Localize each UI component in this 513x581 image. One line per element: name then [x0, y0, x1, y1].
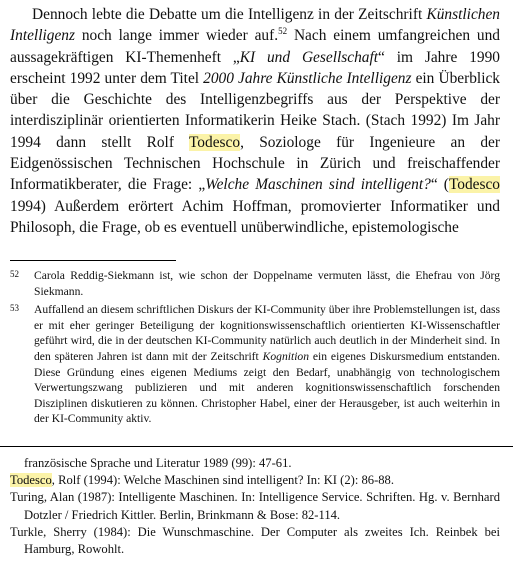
footnotes [10, 268, 500, 430]
main-text [10, 4, 500, 238]
footnote-53 [10, 302, 500, 427]
text-run: Nach einem umfangreichen und aussagekräftigen KI-Themenheft „ [10, 27, 500, 66]
references-divider [0, 446, 513, 447]
journal-title: Künstlichen Intelligenz [10, 6, 500, 45]
body-paragraph [10, 4, 500, 238]
reference-entry: Turkle, Sherry (1984): Die Wunschmaschine. Der Computer als zweites Ich. Reinbek bei Hamburg, Rowohlt. [10, 524, 500, 557]
footnote-number: 53 [10, 303, 19, 314]
footnote-ref[interactable]: 52 [278, 26, 288, 37]
reference-entry [10, 472, 500, 489]
journal-title: Kognition [262, 349, 310, 363]
search-highlight: Todesco [10, 473, 52, 488]
footnote-text [34, 302, 500, 427]
footnote-text: Carola Reddig-Siekmann ist, wie schon der Doppelname vermuten lässt, die Ehefrau von Jörg Siekmann. [34, 269, 500, 298]
book-title: 2000 Jahre Künstliche Intelligenz [203, 69, 412, 87]
text-run: Dennoch lebte die Debatte um die Intelligenz in der Zeitschrift [32, 6, 427, 23]
reference-entry: französische Sprache und Literatur 1989 (99): 47-61. [24, 456, 292, 470]
text-run: 1994) Außerdem erörtert Achim Hoffman, promovierter Informatiker und Philosoph, die Frage, ob es eventuell unüberwindliche, epistemologische [10, 197, 500, 236]
footnote-52 [10, 268, 500, 299]
text-run: Auffallend an diesem schriftlichen Diskurs der KI-Community über ihre Problemstellungen ist, dass er mit eher geringer Beteiligung der kognitionswissenschaftlich orientierten KI-Wissenschaftler geführt wird, die in der deutschen KI-Community natürlich auch deutlich in der Minderheit sind. In den späteren Jahren ist dann mit der Zeitschrift [34, 303, 500, 363]
search-highlight: Todesco [448, 176, 501, 194]
text-run: ein Überblick über die Geschichte des Intelligenzbegriffs aus der Perspektive der interdisziplinär orientierten Informatikerin Heike Stach. (Stach 1992) Im Jahr 1994 dann stellt Rolf [10, 69, 501, 151]
text-run: “ im Jahre 1990 erscheint 1992 unter dem Titel [10, 48, 500, 87]
text-run: “ ( [430, 176, 449, 194]
reference-entry: Turing, Alan (1987): Intelligente Maschinen. In: Intelligence Service. Schriften. Hg. v. Bernhard Dotzler / Friedrich Kittler. Berlin, Brinkmann & Bose: 82-114. [10, 490, 500, 522]
footnote-divider [10, 260, 176, 261]
text-run: noch lange immer wieder auf. [74, 27, 279, 45]
search-highlight: Todesco [188, 133, 241, 151]
issue-title: KI und Gesellschaft [239, 48, 379, 66]
text-run: ein eigenes Diskursmedium entstanden. Diese Gründung eines eigenen Mediums zeigt den Bedarf, unabhängig von technologischem Verwertungszwang publizieren und mit anderen kognitionswissenschaftlich forschenden Disziplinen diskutieren zu können. Christopher Habel, einer der Herausgeber, ist auch weiterhin in der KI-Community aktiv. [34, 349, 500, 426]
reference-list [10, 455, 500, 558]
quoted-title: Welche Maschinen sind intelligent? [205, 176, 431, 194]
text-run: , Soziologe für Ingenieure an der Eidgenössischen Technischen Hochschule in Zürich und freischaffender Informatikberater, die Frage: „ [10, 133, 500, 194]
text-run: , Rolf (1994): Welche Maschinen sind intelligent? In: KI (2): 86-88. [51, 473, 395, 488]
footnote-number: 52 [10, 269, 19, 279]
